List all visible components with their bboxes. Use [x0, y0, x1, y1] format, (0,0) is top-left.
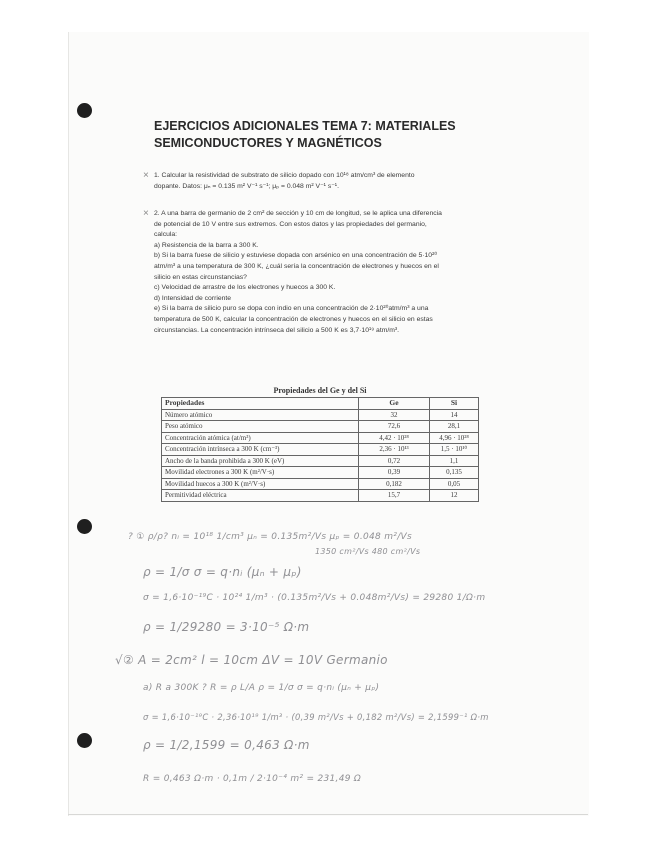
properties-table: [161, 397, 479, 502]
table-cell: 1,5 · 10¹⁰: [430, 444, 479, 456]
table-row: [162, 478, 479, 490]
table-cell: Movilidad electrones a 300 K (m²/V·s): [162, 467, 359, 479]
table-row: [162, 409, 479, 421]
handwritten-ex1-sigma: σ = 1,6·10⁻¹⁹C · 10²⁴ 1/m³ · (0.135m²/Vs + 0.048m²/Vs) = 29280 1/Ω·m: [143, 593, 486, 603]
punch-hole: [77, 103, 92, 118]
table-cell: 0,05: [430, 478, 479, 490]
table-cell: Permitividad eléctrica: [162, 490, 359, 502]
table-row: [162, 421, 479, 433]
handwritten-ex2-formula: a) R a 300K ? R = ρ L/A ρ = 1/σ σ = q·nᵢ (μₙ + μₚ): [143, 683, 380, 693]
handwritten-ex1-given: ? ① ρ/ρ? nᵢ = 10¹⁸ 1/cm³ μₙ = 0.135m²/Vs μₚ = 0.048 m²/Vs: [128, 532, 412, 542]
table-cell: 14: [430, 409, 479, 421]
table-cell: 0,72: [359, 455, 430, 467]
exercise2-mark: ×: [143, 208, 149, 219]
table-cell: 2,36 · 10¹³: [359, 444, 430, 456]
handwritten-ex2-resistance: R = 0,463 Ω·m · 0,1m / 2·10⁻⁴ m² = 231,49 Ω: [143, 774, 362, 784]
table-cell: 4,96 · 10²⁸: [430, 432, 479, 444]
table-cell: 0,39: [359, 467, 430, 479]
table-cell: 28,1: [430, 421, 479, 433]
table-cell: 4,42 · 10²⁸: [359, 432, 430, 444]
table-cell: 0,182: [359, 478, 430, 490]
punch-hole: [77, 519, 92, 534]
table-row: [162, 455, 479, 467]
table-cell: Ancho de la banda prohibida a 300 K (eV): [162, 455, 359, 467]
table-cell: 12: [430, 490, 479, 502]
handwritten-ex2-rho: ρ = 1/2,1599 = 0,463 Ω·m: [143, 738, 310, 752]
handwritten-ex1-result: ρ = 1/29280 = 3·10⁻⁵ Ω·m: [143, 620, 310, 634]
column-header: Ge: [359, 398, 430, 410]
page-bottom-edge: [68, 814, 588, 815]
table-cell: 1,1: [430, 455, 479, 467]
table-row: [162, 490, 479, 502]
table-cell: Número atómico: [162, 409, 359, 421]
table-cell: Peso atómico: [162, 421, 359, 433]
column-header: Propiedades: [162, 398, 359, 410]
exercise1-text: 1. Calcular la resistividad de substrato de silicio dopado con 10¹⁸ atm/cm³ de elemento dopante. Datos: μₙ = 0.135 m² V⁻¹ s⁻¹; μₚ = 0.048 m² V⁻¹ s⁻¹.: [154, 172, 415, 190]
table-cell: 15,7: [359, 490, 430, 502]
punch-hole: [77, 733, 92, 748]
table-row: [162, 444, 479, 456]
column-header: Si: [430, 398, 479, 410]
document-title: EJERCICIOS ADICIONALES TEMA 7: MATERIALES SEMICONDUCTORES Y MAGNÉTICOS: [154, 119, 456, 150]
handwritten-ex2-sigma: σ = 1,6·10⁻¹⁹C · 2,36·10¹⁹ 1/m³ · (0,39 m²/Vs + 0,182 m²/Vs) = 2,1599⁻¹ Ω·m: [143, 712, 489, 722]
handwritten-ex2-given: √② A = 2cm² l = 10cm ΔV = 10V Germanio: [115, 653, 388, 667]
table-cell: Concentración intrínseca a 300 K (cm⁻³): [162, 444, 359, 456]
table-cell: Movilidad huecos a 300 K (m²/V·s): [162, 478, 359, 490]
table-cell: Concentración atómica (at/m³): [162, 432, 359, 444]
table-title: Propiedades del Ge y del Si: [273, 386, 367, 395]
table-row: [162, 467, 479, 479]
table-cell: 0,135: [430, 467, 479, 479]
table-cell: 72,6: [359, 421, 430, 433]
exercise1-mark: ×: [143, 170, 149, 181]
handwritten-ex1-formula: ρ = 1/σ σ = q·nᵢ (μₙ + μₚ): [143, 565, 302, 579]
table-cell: 32: [359, 409, 430, 421]
exercise2-text: 2. A una barra de germanio de 2 cm² de sección y 10 cm de longitud, se le aplica una diferencia de potencial de 10 V entre sus extremos. Con estos datos y las propiedades del germanio, calcula: a) Resistencia de la barra a 300 K. b) Si la barra fuese de silicio y estuviese dopada con arsénico en una concentración de 5·10²⁰ atm/m³ a una temperatura de 300 K, ¿cuál sería la concentración de electrones y huecos en el silicio en estas circunstancias? c) Velocidad de arrastre de los electrones y huecos a 300 K. d) Intensidad de corriente e) Si la barra de silicio puro se dopa con indio en una concentración de 2·10²⁰atm/m³ a una temperatura de 500 K, calcular la concentración de electrones y huecos en el silicio en estas circunstancias. La concentración intrínseca del silicio a 500 K es 3,7·10¹⁹ atm/m³.: [154, 210, 442, 334]
table-row: [162, 432, 479, 444]
table-header-row: [162, 398, 479, 410]
handwritten-ex1-mobility-cm: 1350 cm²/Vs 480 cm²/Vs: [315, 547, 421, 556]
